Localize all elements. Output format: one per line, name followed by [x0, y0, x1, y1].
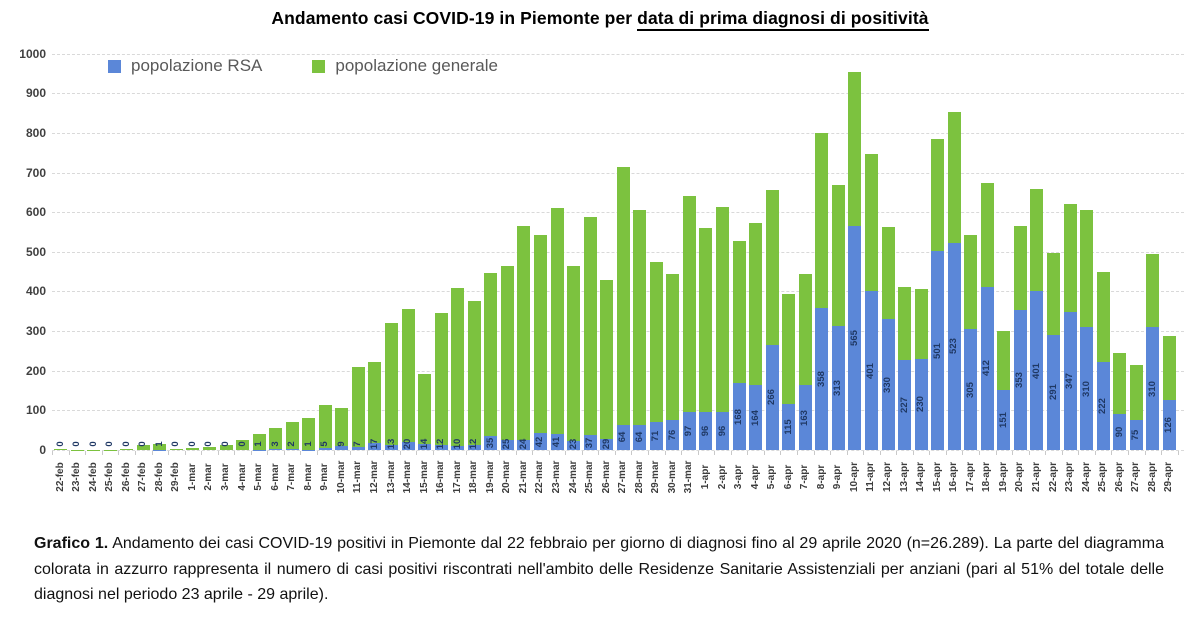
bar-value-label: 1: [302, 440, 314, 447]
bar-value-label: 96: [716, 425, 728, 437]
x-axis-tick: [300, 451, 301, 455]
bar-value-label: 358: [815, 371, 827, 387]
bar-value-label: 3: [269, 440, 281, 447]
legend-item-general: [312, 56, 498, 76]
x-tick-label: 23-mar: [551, 460, 562, 494]
x-tick-label: 6-apr: [782, 464, 794, 490]
bar-value-label: 353: [1014, 372, 1026, 388]
x-tick-label: 29-feb: [170, 462, 182, 492]
bar-value-label: 0: [203, 440, 215, 447]
x-tick-label: 2-mar: [203, 463, 215, 491]
x-axis-tick: [648, 451, 649, 455]
x-tick-label: 29-apr: [1163, 462, 1175, 493]
y-axis-tick-label: 0: [39, 443, 46, 457]
x-axis-tick: [913, 451, 914, 455]
x-tick-label: 28-mar: [633, 460, 645, 494]
x-axis-tick: [1029, 451, 1030, 455]
x-axis-tick: [317, 451, 318, 455]
x-tick-label: 12-apr: [882, 462, 893, 493]
x-tick-label: 26-feb: [120, 462, 132, 492]
bar-segment-general: [948, 112, 961, 243]
x-axis-tick: [218, 451, 219, 455]
x-axis-tick: [929, 451, 930, 455]
bar-value-label: 2: [286, 440, 298, 447]
x-tick-label: 27-apr: [1130, 462, 1142, 493]
bar-value-label: 163: [799, 409, 811, 426]
bar-value-label: 0: [220, 440, 231, 447]
y-axis-tick-label: 600: [25, 205, 46, 220]
bar-value-label: 164: [749, 409, 761, 426]
x-tick-label: 25-apr: [1097, 462, 1109, 493]
bar-value-label: 25: [501, 438, 513, 449]
x-axis-tick: [565, 451, 566, 455]
x-tick-label: 28-apr: [1146, 462, 1158, 493]
x-axis-tick: [102, 451, 103, 455]
x-axis-tick: [847, 451, 848, 455]
bar-value-label: 14: [418, 438, 430, 449]
x-tick-label: 22-apr: [1047, 462, 1059, 493]
x-tick-label: 20-apr: [1014, 462, 1026, 493]
chart-legend: [108, 56, 498, 76]
bar-value-label: 126: [1163, 417, 1175, 433]
x-axis-tick: [433, 451, 434, 455]
x-axis-tick: [383, 451, 384, 455]
legend-label-rsa: popolazione RSA: [131, 56, 263, 75]
x-tick-label: 23-feb: [71, 462, 83, 492]
x-tick-label: 18-mar: [468, 460, 480, 494]
x-tick-label: 4-apr: [749, 464, 761, 490]
bar-value-label: 12: [468, 438, 480, 449]
x-tick-label: 3-mar: [220, 463, 231, 491]
x-axis-tick: [416, 451, 417, 455]
y-axis-tick-label: 800: [25, 125, 46, 140]
x-axis-tick: [747, 451, 748, 455]
bar-value-label: 42: [534, 436, 546, 447]
x-axis-tick: [665, 451, 666, 455]
x-tick-label: 26-apr: [1113, 462, 1125, 493]
bar-value-label: 23: [567, 438, 579, 449]
x-tick-label: 13-mar: [385, 460, 397, 494]
x-tick-label: 18-apr: [981, 462, 993, 493]
x-tick-label: 14-apr: [915, 462, 927, 493]
x-tick-label: 7-mar: [286, 463, 298, 491]
x-axis-tick: [830, 451, 831, 455]
y-axis-tick-label: 200: [25, 363, 46, 378]
x-axis-tick: [714, 451, 715, 455]
x-axis-tick: [598, 451, 599, 455]
x-tick-label: 9-mar: [319, 463, 331, 491]
x-axis-tick: [367, 451, 368, 455]
bar-value-label: 305: [964, 381, 976, 398]
x-tick-label: 16-apr: [948, 462, 960, 493]
bar-value-label: 10: [451, 438, 463, 449]
x-axis-tick: [962, 451, 963, 455]
bar-value-label: 291: [1047, 384, 1059, 401]
bar-value-label: 37: [584, 437, 596, 448]
x-axis-tick: [1161, 451, 1162, 455]
x-tick-label: 1-mar: [186, 463, 198, 491]
x-tick-label: 6-mar: [269, 463, 281, 491]
bar-segment-general: [848, 72, 861, 227]
x-axis-tick: [267, 451, 268, 455]
bar-value-label: 76: [666, 429, 678, 441]
bar-value-label: 20: [402, 438, 414, 449]
bar-value-label: 9: [335, 440, 347, 447]
x-tick-label: 23-apr: [1064, 462, 1076, 493]
x-axis-tick: [698, 451, 699, 455]
x-axis-tick: [1128, 451, 1129, 455]
x-axis-tick: [996, 451, 997, 455]
x-axis-tick: [499, 451, 500, 455]
y-axis-tick-label: 300: [25, 324, 46, 339]
x-axis-tick: [979, 451, 980, 455]
x-tick-label: 21-apr: [1030, 462, 1042, 493]
x-axis-tick: [449, 451, 450, 455]
bar-value-label: 222: [1097, 398, 1109, 414]
x-tick-label: 28-feb: [153, 462, 165, 492]
bar-value-label: 0: [137, 440, 149, 447]
x-axis-tick: [880, 451, 881, 455]
x-tick-label: 5-apr: [766, 464, 778, 490]
bar-value-label: 64: [617, 432, 629, 443]
x-tick-label: 22-mar: [534, 460, 546, 494]
bar-value-label: 64: [633, 432, 645, 443]
y-axis-tick-label: 700: [25, 165, 46, 180]
x-tick-label: 1-apr: [699, 464, 711, 490]
x-axis-tick: [118, 451, 119, 455]
x-axis-tick: [400, 451, 401, 455]
bar-value-label: 71: [650, 430, 662, 442]
x-axis-tick: [168, 451, 169, 455]
bar-value-label: 0: [71, 440, 83, 447]
bar-value-label: 347: [1064, 373, 1076, 390]
bar-value-label: 13: [385, 438, 397, 449]
x-axis-tick: [1095, 451, 1096, 455]
y-axis-tick-label: 100: [25, 403, 46, 418]
chart-title-prefix: Andamento casi COVID-19 in Piemonte per: [271, 8, 638, 28]
bar-value-label: 5: [319, 440, 331, 447]
bar-value-label: 151: [997, 412, 1009, 429]
x-tick-label: 26-mar: [600, 460, 612, 494]
bar-value-label: 1: [253, 440, 265, 447]
x-tick-label: 17-mar: [451, 460, 463, 494]
x-tick-label: 29-mar: [650, 460, 662, 494]
x-tick-label: 13-apr: [898, 462, 910, 493]
bar-value-label: 41: [551, 436, 562, 448]
bar-value-label: 90: [1113, 426, 1125, 438]
x-axis-tick: [764, 451, 765, 455]
x-axis-tick: [814, 451, 815, 455]
bar-value-label: 115: [782, 419, 794, 435]
x-tick-label: 8-mar: [302, 463, 314, 491]
bar-value-label: 0: [87, 440, 99, 447]
x-axis-tick: [1111, 451, 1112, 455]
x-axis-tick: [483, 451, 484, 455]
bar-value-label: 227: [898, 397, 910, 413]
bar-value-label: 0: [170, 440, 182, 447]
rsa-swatch-icon: [108, 60, 121, 73]
x-tick-label: 2-apr: [716, 464, 728, 490]
caption-figure-number: Grafico 1.: [34, 535, 109, 552]
bar-value-label: 330: [882, 376, 893, 393]
x-axis-tick: [334, 451, 335, 455]
x-axis-tick: [69, 451, 70, 455]
x-axis-tick: [1045, 451, 1046, 455]
x-axis-tick: [780, 451, 781, 455]
x-tick-label: 21-mar: [517, 460, 529, 494]
x-tick-label: 10-apr: [848, 462, 860, 493]
x-axis-tick: [582, 451, 583, 455]
x-axis-tick: [185, 451, 186, 455]
x-tick-label: 20-mar: [501, 460, 513, 494]
bar-value-label: 0: [104, 440, 116, 447]
legend-label-general: popolazione generale: [335, 56, 498, 75]
general-swatch-icon: [312, 60, 325, 73]
x-tick-label: 31-mar: [683, 460, 695, 494]
x-tick-label: 12-mar: [368, 460, 380, 494]
x-axis-tick: [350, 451, 351, 455]
chart-title-underlined: data di prima diagnosi di positività: [637, 8, 928, 31]
bar-value-label: 0: [236, 440, 248, 447]
legend-item-rsa: [108, 56, 262, 76]
x-axis-tick: [284, 451, 285, 455]
gridline: [52, 93, 1184, 94]
x-axis-tick: [1178, 451, 1179, 455]
gridline: [52, 133, 1184, 134]
bar-value-label: 1: [153, 440, 165, 447]
x-tick-label: 5-mar: [253, 463, 265, 491]
bar-value-label: 0: [186, 440, 198, 447]
x-axis-tick: [549, 451, 550, 455]
x-tick-label: 25-mar: [584, 460, 596, 494]
x-axis-tick: [631, 451, 632, 455]
x-axis-tick: [615, 451, 616, 455]
bar-value-label: 29: [600, 438, 612, 449]
x-tick-label: 27-mar: [617, 460, 629, 494]
y-axis-tick-label: 500: [25, 244, 46, 259]
bar-value-label: 35: [484, 437, 496, 449]
x-tick-label: 4-mar: [236, 463, 248, 491]
x-tick-label: 24-feb: [87, 462, 99, 492]
x-axis-tick: [466, 451, 467, 455]
x-axis-tick: [797, 451, 798, 455]
x-tick-label: 24-mar: [567, 460, 579, 494]
x-tick-label: 19-apr: [997, 462, 1009, 493]
bar-value-label: 168: [733, 408, 745, 425]
x-axis-tick: [1012, 451, 1013, 455]
x-tick-label: 30-mar: [666, 460, 678, 494]
x-axis-tick: [1145, 451, 1146, 455]
x-tick-label: 25-feb: [104, 462, 116, 492]
y-axis-tick-label: 1000: [19, 46, 46, 61]
x-tick-label: 17-apr: [964, 462, 976, 493]
x-axis-tick: [896, 451, 897, 455]
x-tick-label: 7-apr: [799, 464, 811, 490]
x-tick-label: 24-apr: [1080, 462, 1092, 493]
bar-value-label: 75: [1130, 429, 1142, 441]
bar-value-label: 230: [915, 396, 927, 413]
bar-value-label: 97: [683, 425, 695, 437]
bar-value-label: 310: [1146, 380, 1158, 397]
x-axis-tick: [251, 451, 252, 455]
x-tick-label: 10-mar: [335, 460, 347, 494]
x-axis-tick: [1078, 451, 1079, 455]
x-axis-tick: [234, 451, 235, 455]
bar-value-label: 501: [931, 342, 943, 359]
x-tick-label: 27-feb: [137, 462, 149, 492]
bar-value-label: 24: [517, 438, 529, 449]
x-tick-label: 8-apr: [815, 464, 827, 490]
x-tick-label: 19-mar: [484, 460, 496, 494]
bar-value-label: 7: [352, 440, 364, 447]
x-axis-tick: [85, 451, 86, 455]
bar-value-label: 0: [54, 440, 66, 447]
x-axis-tick: [52, 451, 53, 455]
x-axis-tick: [731, 451, 732, 455]
x-axis-tick: [152, 451, 153, 455]
gridline: [52, 54, 1184, 55]
bar-value-label: 313: [832, 380, 844, 396]
bar-value-label: 523: [948, 338, 960, 355]
bar-value-label: 401: [1030, 362, 1042, 379]
x-axis-tick: [946, 451, 947, 455]
x-tick-label: 9-apr: [832, 464, 844, 490]
bar-value-label: 310: [1080, 380, 1092, 397]
bar-value-label: 565: [848, 330, 860, 346]
x-tick-label: 15-apr: [931, 462, 943, 493]
bar-value-label: 266: [766, 389, 778, 406]
caption-text: Andamento dei casi COVID-19 positivi in Piemonte dal 22 febbraio per giorno di diagnosi fino al 29 aprile 2020 (n=26.289). La parte del diagramma colorata in azzurro rappresenta il numero di casi positivi riscontrati nell'ambito delle Residenze Sanitarie Assistenziali per anziani (pari al 51% del totale delle diagnosi nel periodo 23 aprile - 29 aprile).: [34, 535, 1164, 604]
x-tick-label: 16-mar: [435, 460, 447, 494]
x-tick-label: 11-mar: [352, 460, 364, 494]
y-axis-tick-label: 900: [25, 86, 46, 101]
x-axis-tick: [516, 451, 517, 455]
x-tick-label: 3-apr: [733, 464, 745, 490]
bar-segment-general: [931, 139, 944, 251]
x-tick-label: 15-mar: [418, 460, 430, 494]
bar-value-label: 401: [865, 362, 877, 379]
y-axis-tick-label: 400: [25, 284, 46, 299]
bar-value-label: 412: [981, 360, 993, 377]
x-tick-label: 11-apr: [865, 462, 877, 492]
x-tick-label: 14-mar: [402, 460, 414, 494]
x-tick-label: 22-feb: [54, 462, 66, 492]
bar-value-label: 96: [699, 425, 711, 437]
bar-value-label: 0: [120, 440, 132, 447]
x-axis-tick: [135, 451, 136, 455]
bar-value-label: 12: [435, 438, 447, 449]
x-axis-tick: [1062, 451, 1063, 455]
x-axis-tick: [681, 451, 682, 455]
bar-value-label: 17: [368, 438, 380, 449]
